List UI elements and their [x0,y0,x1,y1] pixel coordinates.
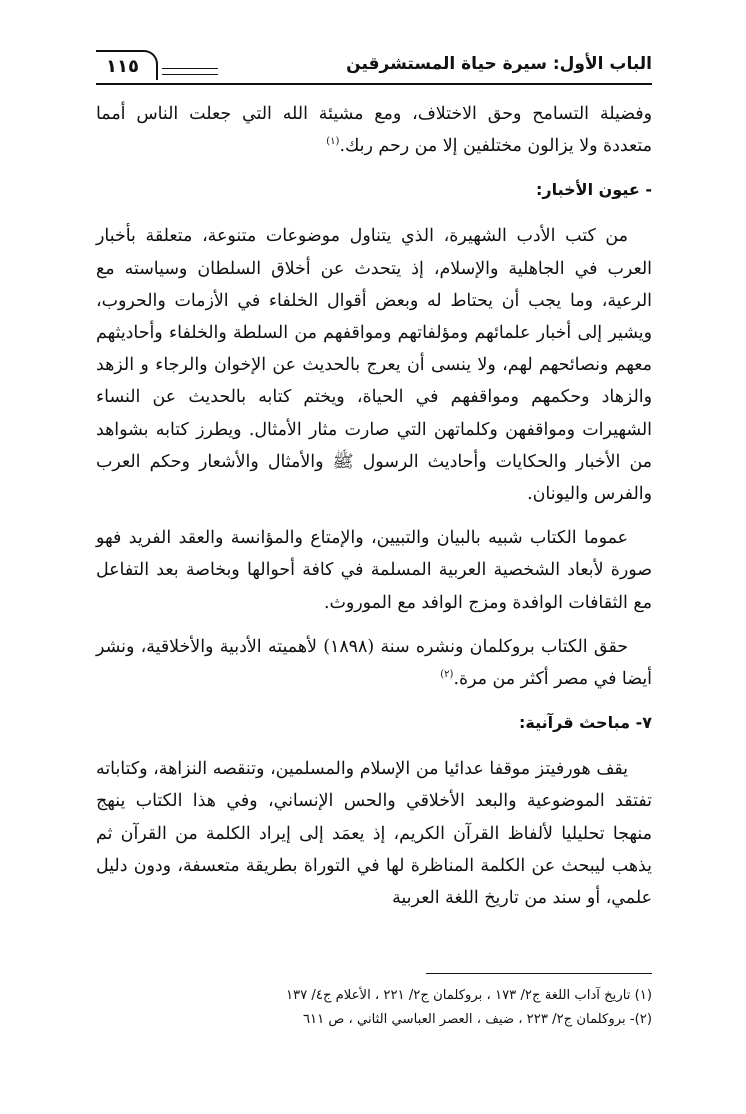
paragraph [96,98,652,162]
paragraph: يقف هورفيتز موقفا عدائيا من الإسلام والمسلمين، وتنقصه النزاهة، وكتاباته تفتقد الموضوعية والبعد الأخلاقي والحس الإنساني، وفي هذا الكتاب ينهج منهجا تحليليا لألفاظ القرآن الكريم، إذ يعمَد إلى إيراد الكلمة من القرآن ثم يذهب ليبحث عن الكلمة المناظرة لها في التوراة بطريقة متعسفة، ودون دليل علمي، أو سند من تاريخ اللغة العربية [96,759,652,909]
header-rule [96,83,652,85]
header-ornament-rule [162,68,218,69]
main-text [96,98,652,926]
paragraph-text: وفضيلة التسامح وحق الاختلاف، ومع مشيئة الله التي جعلت الناس أمما متعددة ولا يزالون مختلفين إلا من رحم ربك. [96,104,652,157]
page-number-frame [96,50,158,80]
paragraph: من كتب الأدب الشهيرة، الذي يتناول موضوعات متنوعة، متعلقة بأخبار العرب في الجاهلية والإسلام، إذ يتحدث عن أخلاق السلطان وسياسته مع الرعية، وما يجب أن يحتاط له وبعض أقوال الخلفاء في الأزمات والحروب، ويشير إلى أخبار علمائهم ومؤلفاتهم ومواقفهم من السلطة والخلفاء وأحاديثهم معهم ونصائحهم لهم، ولا ينسى أن يعرج بالحديث عن الإخوان والرجاء و الزهد والزهاد وحكمهم ومواقفهم في الحياة، ويختم كتابه بالحديث عن النساء الشهيرات ومواقفهن وكلماتهن التي صارت مثار الأمثال. ويطرز كتابه بشواهد من الأخبار والحكايات وأحاديث الرسول ﷺ والأمثال والأشعار وحكم العرب والفرس واليونان. [96,226,652,505]
footnote-1: (١) تاريخ آداب اللغة ج٢/ ١٧٣ ، بروكلمان ج٢/ ٢٢١ ، الأعلام ج٤/ ١٣٧ [285,988,652,1003]
paragraph [96,631,652,695]
page-number: ١١٥ [106,56,139,77]
chapter-title: الباب الأول: سيرة حياة المستشرقين [346,54,652,74]
footnote-separator [426,973,652,974]
paragraph-text: حقق الكتاب بروكلمان ونشره سنة (١٨٩٨) لأهميته الأدبية والأخلاقية، ونشر أيضا في مصر أكثر من مرة. [96,636,652,690]
footnotes [96,984,652,1032]
footnote-ref: (٢) [440,669,454,681]
running-header [96,50,652,86]
footnote-2: (٢)- بروكلمان ج٢/ ٢٢٣ ، ضيف ، العصر العباسي الثاني ، ص ٦١١ [302,1012,652,1027]
section-heading: ٧- مباحث قرآنية: [518,713,652,733]
section-heading: - عيون الأخبار: [535,180,652,200]
paragraph: عموما الكتاب شبيه بالبيان والتبيين، والإمتاع والمؤانسة والعقد الفريد فهو صورة لأبعاد الشخصية العربية المسلمة في كافة أحوالها وبخاصة بعد التفاعل مع الثقافات الوافدة ومزج الوافد مع الموروث. [96,528,652,613]
header-ornament-rule-2 [162,74,218,75]
footnote-ref: (١) [326,136,340,148]
